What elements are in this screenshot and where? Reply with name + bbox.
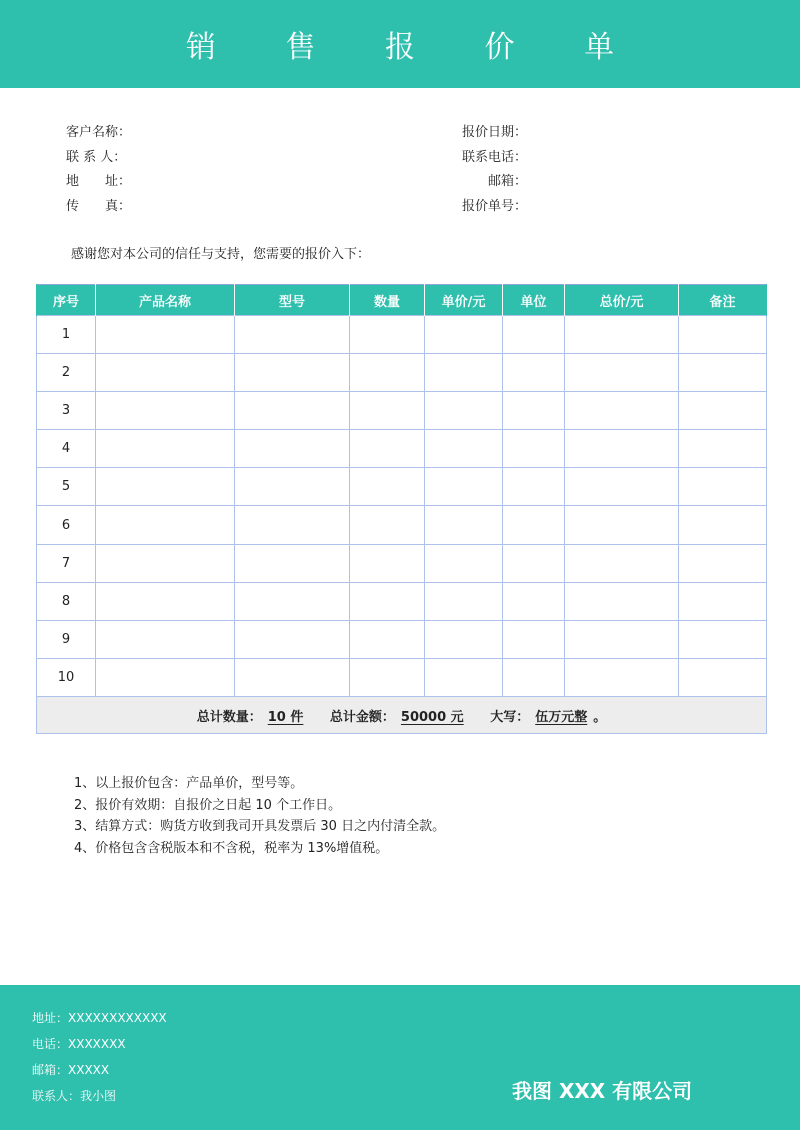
amount-in-words-value: 伍万元整 [535,709,588,725]
table-cell [425,316,503,354]
table-cell [96,506,235,544]
row-index-cell: 10 [37,658,96,696]
table-cell [425,354,503,392]
table-cell [425,468,503,506]
col-header-remark: 备注 [679,285,767,316]
table-row [37,430,767,468]
table-cell [679,468,767,506]
quote-table [36,284,767,734]
table-header-row [37,285,767,316]
table-cell [565,658,679,696]
footer-contact [32,1005,167,1109]
table-cell [425,430,503,468]
total-quantity [197,710,310,725]
total-amount-value: 50000 元 [400,709,464,725]
row-index-cell: 3 [37,392,96,430]
table-cell [350,658,425,696]
table-cell [235,620,350,658]
footer-address: 地址：XXXXXXXXXXXX [32,1011,167,1025]
customer-name-label: 客户名称： [66,125,132,140]
table-cell [503,620,565,658]
row-index-cell: 4 [37,430,96,468]
totals-row [37,697,767,734]
table-cell [503,316,565,354]
table-cell [96,354,235,392]
table-cell [679,354,767,392]
table-cell [96,544,235,582]
table-cell [503,544,565,582]
intro-text: 感谢您对本公司的信任与支持，您需要的报价入下： [71,247,371,262]
total-amount [330,710,470,725]
table-row [37,506,767,544]
table-cell [235,354,350,392]
table-cell [503,392,565,430]
table-cell [679,544,767,582]
row-index-cell: 7 [37,544,96,582]
row-index-cell: 9 [37,620,96,658]
row-index-cell: 8 [37,582,96,620]
table-cell [235,392,350,430]
row-index-cell: 6 [37,506,96,544]
table-cell [679,658,767,696]
amount-in-words [490,710,606,725]
table-cell [503,468,565,506]
table-cell [350,582,425,620]
terms-list [74,773,445,859]
col-header-unit: 单位 [503,285,565,316]
col-header-quantity: 数量 [350,285,425,316]
table-cell [96,430,235,468]
table-cell [425,392,503,430]
table-cell [425,506,503,544]
table-cell [425,582,503,620]
table-row [37,392,767,430]
fax-label: 传 真： [66,198,132,214]
table-cell [96,392,235,430]
company-name: 我图 XXX 有限公司 [512,1079,693,1103]
term-item: 1、以上报价包含：产品单价，型号等。 [74,776,304,791]
table-cell [565,468,679,506]
row-index-cell: 2 [37,354,96,392]
table-cell [350,506,425,544]
address-label: 地 址： [66,174,132,189]
footer-banner [0,985,800,1130]
table-cell [96,468,235,506]
table-cell [565,506,679,544]
table-cell [235,506,350,544]
table-cell [565,392,679,430]
amount-in-words-label: 大写： [490,709,530,725]
table-row [37,354,767,392]
row-index-cell: 5 [37,468,96,506]
table-cell [679,582,767,620]
term-item: 2、报价有效期：自报价之日起 10 个工作日。 [74,797,342,813]
table-cell [96,658,235,696]
table-cell [350,354,425,392]
table-cell [679,620,767,658]
table-cell [679,430,767,468]
table-cell [235,544,350,582]
table-cell [425,544,503,582]
table-cell [679,506,767,544]
quote-date-label: 报价日期： [462,125,528,140]
header-banner [0,0,800,88]
table-cell [350,316,425,354]
table-cell [565,544,679,582]
table-cell [503,354,565,392]
col-header-index: 序号 [37,285,96,316]
col-header-total-price: 总价/元 [565,285,679,316]
table-cell [96,316,235,354]
table-row [37,316,767,354]
contact-phone-label: 联系电话： [462,149,528,165]
quote-meta [462,121,527,219]
table-cell [679,392,767,430]
table-row [37,658,767,696]
table-cell [96,620,235,658]
table-cell [679,316,767,354]
page-title: 销 售 报 价 单 [185,30,645,65]
totals-cell [37,697,767,734]
table-cell [96,582,235,620]
row-index-cell: 1 [37,316,96,354]
table-cell [565,582,679,620]
footer-phone: 电话：XXXXXXX [32,1037,126,1051]
table-cell [503,430,565,468]
term-item: 4、价格包含含税版本和不含税，税率为 13%增值税。 [74,840,389,856]
table-cell [503,506,565,544]
table-cell [565,620,679,658]
table-row [37,544,767,582]
total-quantity-value: 10 件 [267,709,304,725]
totals-end-mark: 。 [593,709,607,725]
table-row [37,620,767,658]
table-cell [235,430,350,468]
footer-contact-person: 联系人：我小图 [32,1089,117,1103]
table-cell [350,430,425,468]
total-amount-label: 总计金额： [329,709,395,725]
table-cell [235,468,350,506]
table-row [37,582,767,620]
table-cell [503,658,565,696]
table-cell [565,430,679,468]
table-cell [235,316,350,354]
table-cell [503,582,565,620]
footer-email: 邮箱：XXXXX [32,1063,110,1077]
table-cell [565,354,679,392]
table-cell [235,658,350,696]
col-header-unit-price: 单价/元 [425,285,503,316]
table-cell [350,544,425,582]
total-quantity-label: 总计数量： [196,709,262,725]
customer-info [66,121,131,219]
quote-number-label: 报价单号： [462,198,528,214]
col-header-product: 产品名称 [96,285,235,316]
table-cell [350,468,425,506]
table-cell [425,658,503,696]
contact-person-label: 联 系 人： [66,149,127,165]
term-item: 3、结算方式：购货方收到我司开具发票后 30 日之内付清全款。 [74,819,446,834]
table-cell [425,620,503,658]
table-cell [350,392,425,430]
table-row [37,468,767,506]
table-cell [235,582,350,620]
email-label: 邮箱： [462,174,528,189]
table-cell [350,620,425,658]
col-header-model: 型号 [235,285,350,316]
table-cell [565,316,679,354]
